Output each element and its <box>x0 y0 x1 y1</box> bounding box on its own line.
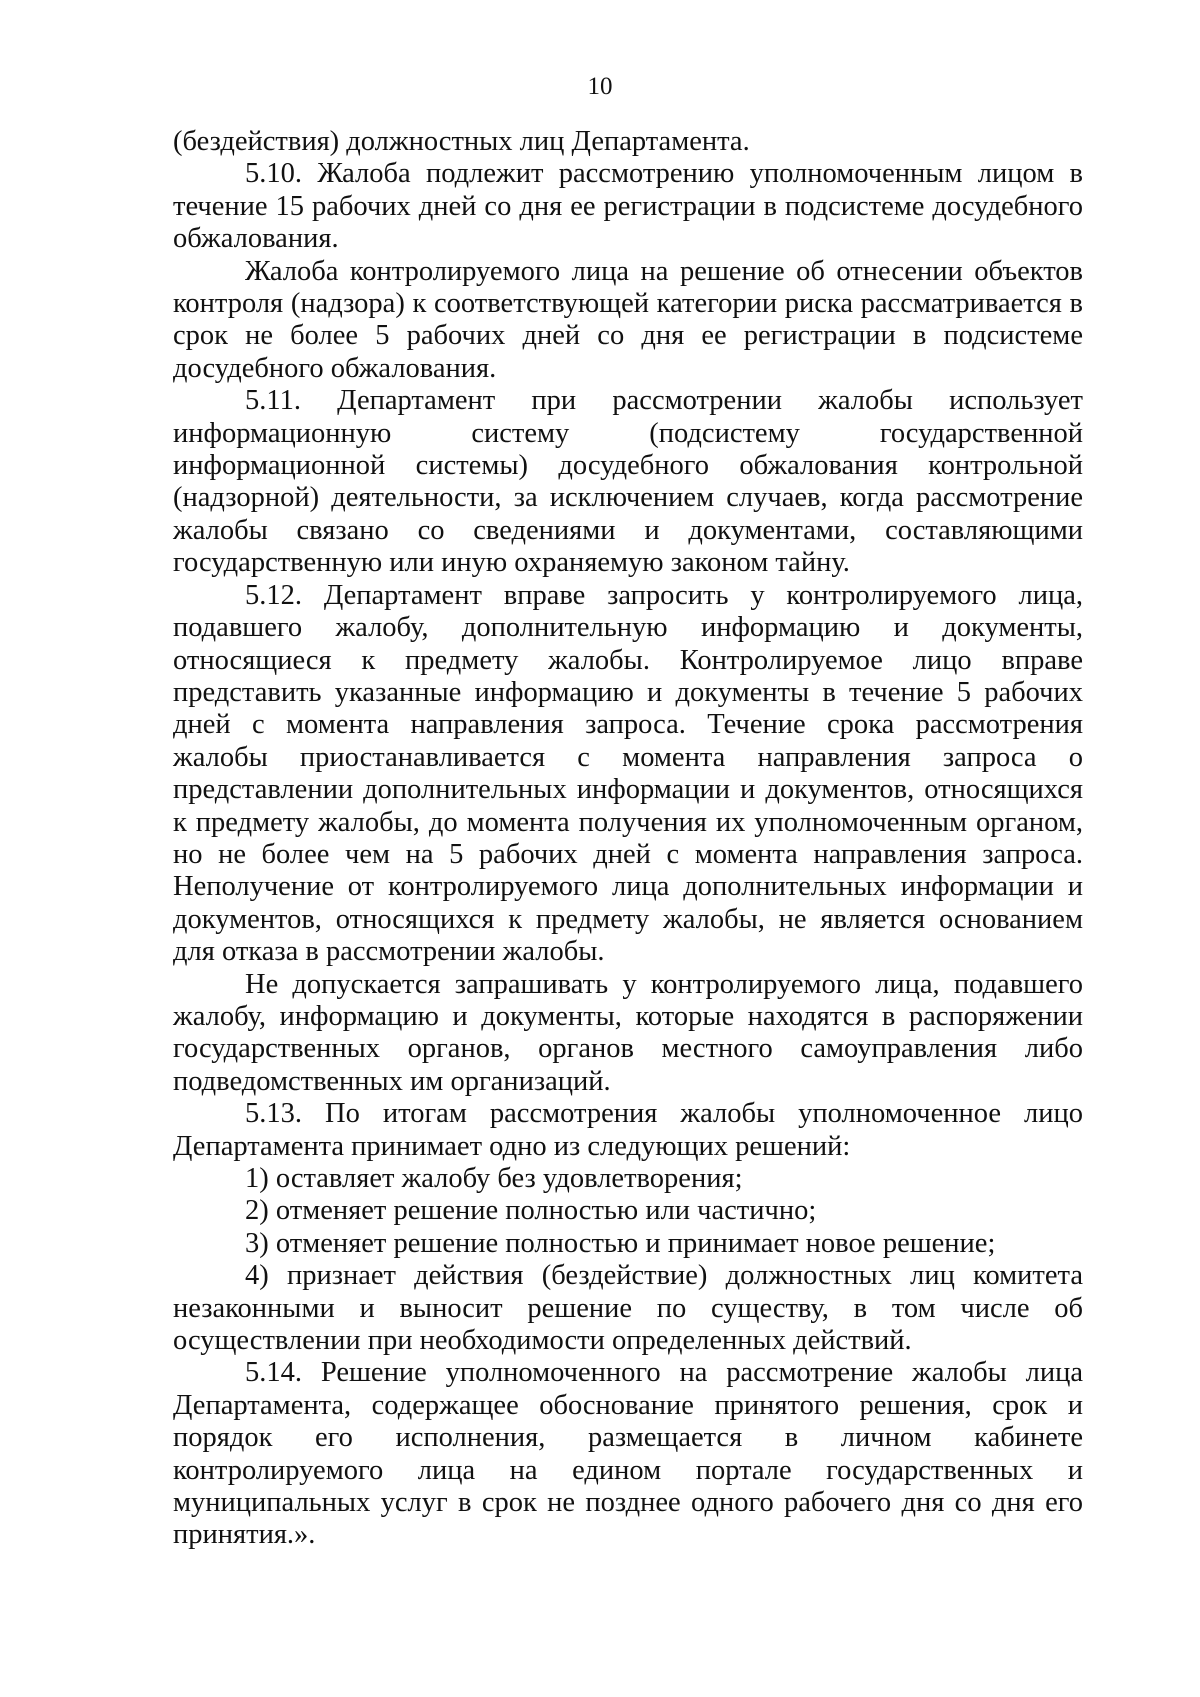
list-item-1: 1) оставляет жалобу без удовлетворения; <box>245 1163 743 1194</box>
paragraph-5-12: 5.12. Департамент вправе запросить у контролируемого лица, подавшего жалобу, дополнительную информацию и документы, относящиеся к предмету жалобы. Контролируемое лицо вправе представить указанные информацию и документы в течение 5 рабочих дней с момента направления запроса. Течение срока рассмотрения жалобы приостанавливается с момента направления запроса о представлении дополнительных информации и документов, относящихся к предмету жалобы, до момента получения их уполномоченным органом, но не более чем на 5 рабочих дней с момента направления запроса. Неполучение от контролируемого лица дополнительных информации и документов, относящихся к предмету жалобы, не является основанием для отказа в рассмотрении жалобы. <box>173 579 1083 968</box>
paragraph-5-11: 5.11. Департамент при рассмотрении жалобы использует информационную систему (подсистему государственной информационной системы) досудебного обжалования контрольной (надзорной) деятельности, за исключением случаев, когда рассмотрение жалобы связано со сведениями и документами, составляющими государственную или иную охраняемую законом тайну. <box>173 385 1083 579</box>
paragraph-no-requests: Не допускается запрашивать у контролируемого лица, подавшего жалобу, информацию и документы, которые находятся в распоряжении государственных органов, органов местного самоуправления либо подведомственных им организаций. <box>173 968 1083 1097</box>
list-item-3: 3) отменяет решение полностью и принимает новое решение; <box>245 1227 996 1259</box>
page-number: 10 <box>587 73 613 100</box>
paragraph-5-13: 5.13. По итогам рассмотрения жалобы уполномоченное лицо Департамента принимает одно из следующих решений: <box>173 1098 1083 1162</box>
paragraph-5-14: 5.14. Решение уполномоченного на рассмотрение жалобы лица Департамента, содержащее обоснование принятого решения, срок и порядок его исполнения, размещается в личном кабинете контролируемого лица на едином портале государственных и муниципальных услуг в срок не позднее одного рабочего дня со дня его принятия.». <box>173 1357 1083 1551</box>
paragraph-5-10: 5.10. Жалоба подлежит рассмотрению уполномоченным лицом в течение 15 рабочих дней со дня ее регистрации в подсистеме досудебного обжалования. <box>173 158 1083 255</box>
paragraph-continuation: (бездействия) должностных лиц Департамента. <box>173 126 750 157</box>
paragraph-risk-category-complaint: Жалоба контролируемого лица на решение об отнесении объектов контроля (надзора) к соответствующей категории риска рассматривается в срок не более 5 рабочих дней со дня ее регистрации в подсистеме досудебного обжалования. <box>173 255 1083 384</box>
list-item-2: 2) отменяет решение полностью или частично; <box>245 1195 817 1227</box>
list-item-4: 4) признает действия (бездействие) должностных лиц комитета незаконными и выносит решение по существу, в том числе об осуществлении при необходимости определенных действий. <box>173 1260 1083 1357</box>
document-body <box>173 126 1083 1552</box>
